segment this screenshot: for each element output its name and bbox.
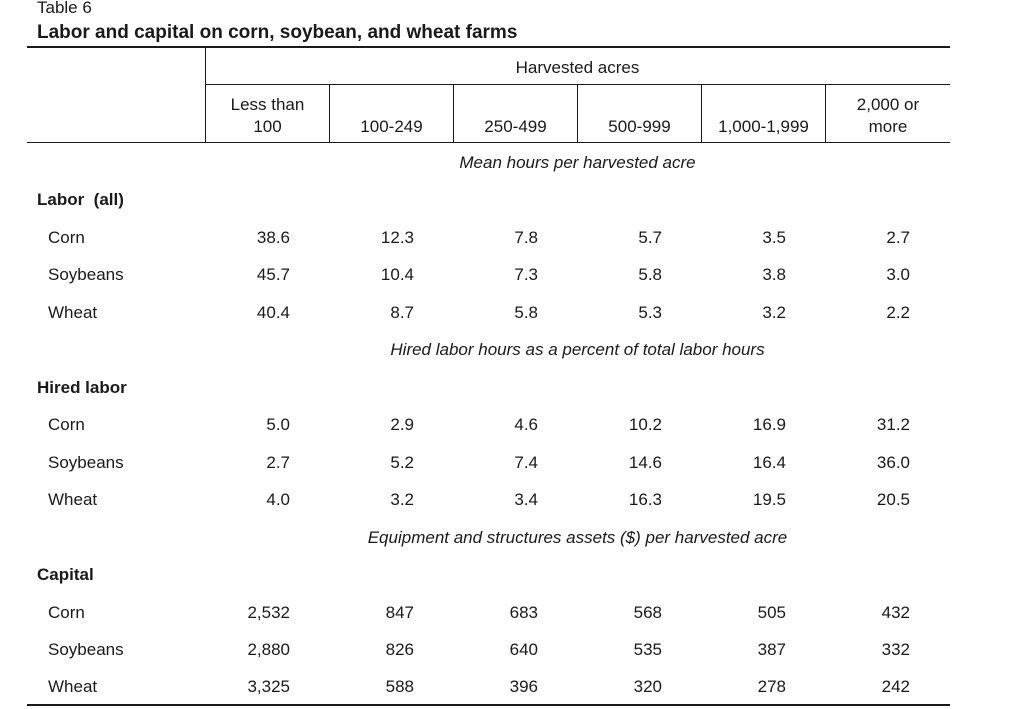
- table-cell: 242: [881, 677, 910, 696]
- header-rule: [27, 142, 950, 143]
- table-number: Table 6: [37, 0, 92, 17]
- table-cell: 3.0: [886, 265, 910, 284]
- table-cell: 535: [633, 640, 662, 659]
- bottom-rule: [27, 704, 950, 706]
- table-cell: 2,880: [247, 640, 290, 659]
- table-cell: 4.6: [514, 415, 538, 434]
- column-header: [206, 94, 329, 138]
- table-cell: 683: [509, 603, 538, 622]
- column-header-line1: 2,000 or: [856, 95, 920, 114]
- group-label: Capital: [37, 565, 94, 584]
- table-cell: 3.4: [514, 490, 538, 509]
- column-header-line2: 100: [253, 117, 282, 136]
- table-cell: 2.2: [886, 303, 910, 322]
- table-cell: 7.8: [514, 228, 538, 247]
- column-header: [702, 116, 825, 138]
- table-cell: 332: [881, 640, 910, 659]
- table-cell: 3.2: [390, 490, 414, 509]
- table-cell: 31.2: [876, 415, 910, 434]
- table-cell: 640: [509, 640, 538, 659]
- table-cell: 14.6: [628, 453, 662, 472]
- table-cell: 278: [757, 677, 786, 696]
- row-label: Soybeans: [48, 640, 124, 659]
- table-cell: 5.7: [638, 228, 662, 247]
- column-header-line2: more: [868, 117, 908, 136]
- row-label: Corn: [48, 603, 85, 622]
- section-subtitle: Mean hours per harvested acre: [459, 153, 696, 172]
- table-cell: 45.7: [256, 265, 290, 284]
- table-cell: 5.2: [390, 453, 414, 472]
- column-header-line2: 250-499: [484, 117, 547, 136]
- column-header-line1: Less than: [230, 95, 305, 114]
- table-cell: 10.4: [380, 265, 414, 284]
- table-cell: 588: [385, 677, 414, 696]
- table-cell: 396: [509, 677, 538, 696]
- table-cell: 36.0: [876, 453, 910, 472]
- table-cell: 5.0: [266, 415, 290, 434]
- table-cell: 8.7: [390, 303, 414, 322]
- table-cell: 320: [633, 677, 662, 696]
- table-cell: 38.6: [256, 228, 290, 247]
- table-title: Labor and capital on corn, soybean, and wheat farms: [37, 22, 518, 43]
- table-cell: 7.3: [514, 265, 538, 284]
- column-header: [454, 116, 577, 138]
- row-label: Soybeans: [48, 265, 124, 284]
- column-header-line2: 500-999: [608, 117, 671, 136]
- table-cell: 3.5: [762, 228, 786, 247]
- table-cell: 4.0: [266, 490, 290, 509]
- table-cell: 10.2: [628, 415, 662, 434]
- table-cell: 19.5: [752, 490, 786, 509]
- section-subtitle: Hired labor hours as a percent of total labor hours: [390, 340, 765, 359]
- row-label: Wheat: [48, 677, 98, 696]
- section-subtitle: Equipment and structures assets ($) per harvested acre: [367, 528, 788, 547]
- group-label: Hired labor: [37, 378, 127, 397]
- table-cell: 16.3: [628, 490, 662, 509]
- table-cell: 3.2: [762, 303, 786, 322]
- table-cell: 2.7: [266, 453, 290, 472]
- row-label: Wheat: [48, 490, 98, 509]
- table-cell: 2,532: [247, 603, 290, 622]
- table-cell: 826: [385, 640, 414, 659]
- table-cell: 5.8: [638, 265, 662, 284]
- row-label: Soybeans: [48, 453, 124, 472]
- table-cell: 40.4: [256, 303, 290, 322]
- column-header: [826, 94, 950, 138]
- table-cell: 7.4: [514, 453, 538, 472]
- table-cell: 505: [757, 603, 786, 622]
- row-label: Corn: [48, 228, 85, 247]
- group-label: Labor (all): [37, 190, 124, 209]
- table-cell: 16.9: [752, 415, 786, 434]
- table-cell: 5.8: [514, 303, 538, 322]
- column-header: [578, 116, 701, 138]
- table-cell: 387: [757, 640, 786, 659]
- top-rule: [27, 46, 950, 48]
- row-label: Corn: [48, 415, 85, 434]
- table-cell: 2.9: [390, 415, 414, 434]
- table-cell: 12.3: [380, 228, 414, 247]
- table-cell: 2.7: [886, 228, 910, 247]
- table-cell: 568: [633, 603, 662, 622]
- table-cell: 3.8: [762, 265, 786, 284]
- table-cell: 432: [881, 603, 910, 622]
- table-cell: 847: [385, 603, 414, 622]
- row-label: Wheat: [48, 303, 98, 322]
- table-cell: 16.4: [752, 453, 786, 472]
- column-header-line2: 1,000-1,999: [718, 117, 809, 136]
- column-header-line2: 100-249: [360, 117, 423, 136]
- column-header: [330, 116, 453, 138]
- table-cell: 20.5: [876, 490, 910, 509]
- spanner-header: Harvested acres: [515, 58, 640, 77]
- table-cell: 5.3: [638, 303, 662, 322]
- table-cell: 3,325: [247, 677, 290, 696]
